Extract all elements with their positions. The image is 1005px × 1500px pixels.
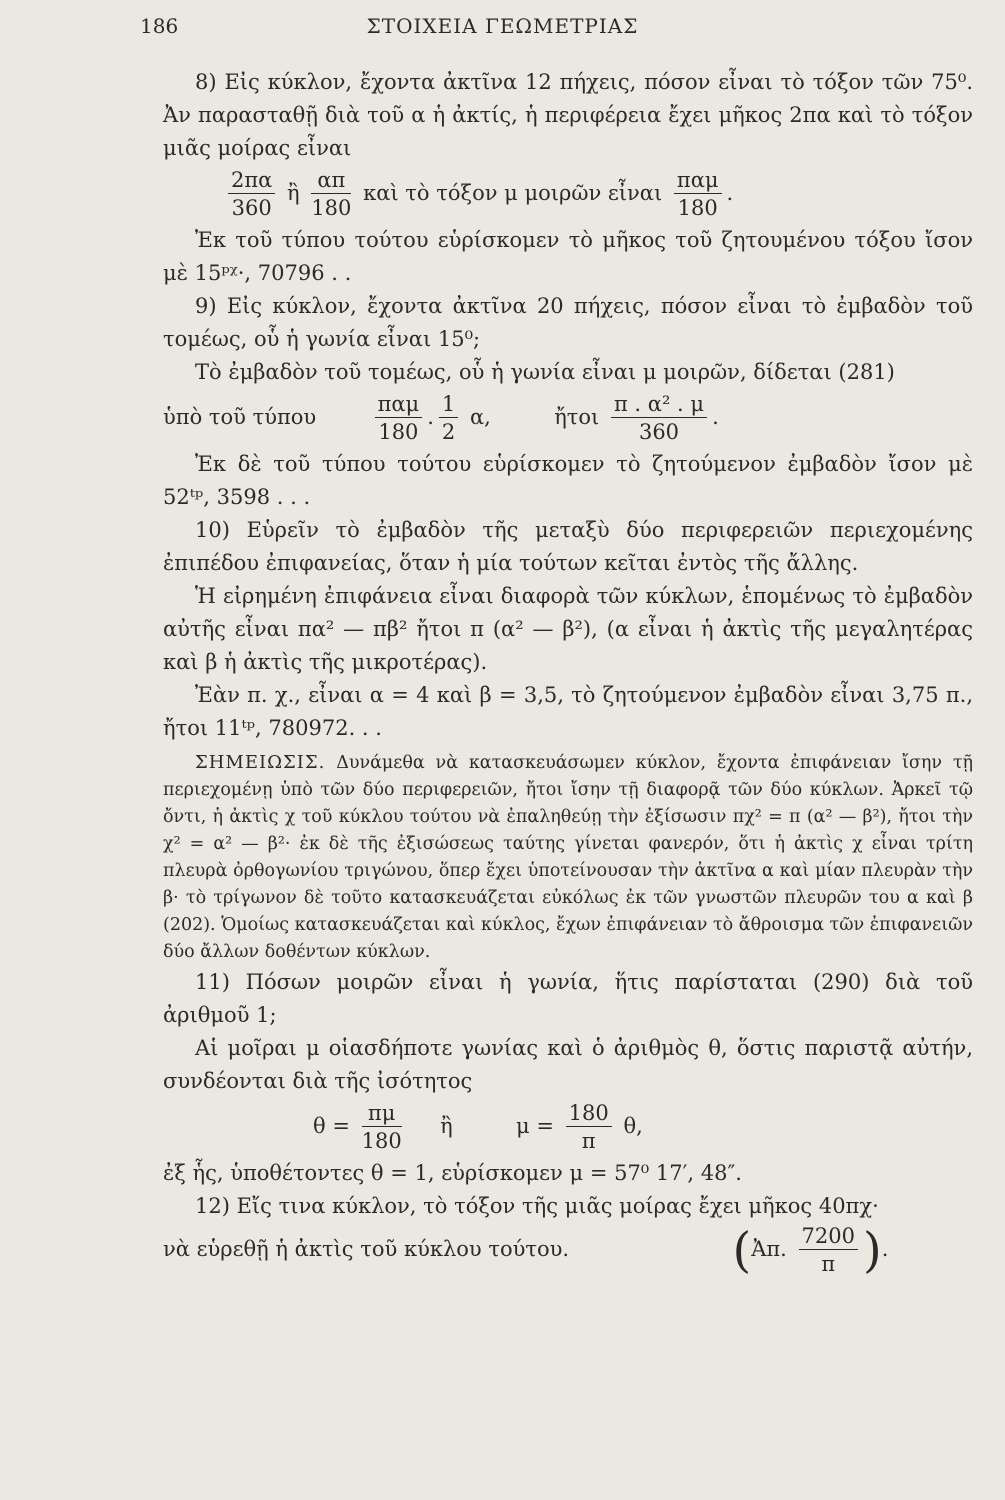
problem-11: 11) Πόσων μοιρῶν εἶναι ἡ γωνία, ἥτις παρίσταται (290) διὰ τοῦ ἀριθμοῦ 1; xyxy=(163,970,973,1027)
fraction: $\frac{\text{παμ}}{180}$ xyxy=(375,391,423,446)
formula-11: θ = $\frac{\pi\mu}{180}$ ἢ μ = $\frac{180}{\pi}$ θ, xyxy=(313,1101,643,1153)
result-8: Ἐκ τοῦ τύπου τούτου εὑρίσκομεν τὸ μῆκος τοῦ ζητουμένου τόξου ἴσον μὲ 15ᵖᵡ·, 70796 . . xyxy=(163,228,973,285)
fraction: $\frac{\text{παμ}}{180}$ xyxy=(674,167,722,222)
problem-12: 12) Εἴς τινα κύκλον, τὸ τόξον τῆς μιᾶς μοίρας ἔχει μῆκος 40πχ· xyxy=(195,1194,879,1218)
page-number: 186 xyxy=(140,14,179,38)
problem-9: 9) Εἰς κύκλον, ἔχοντα ἀκτῖνα 20 πήχεις, πόσον εἶναι τὸ ἐμβαδὸν τοῦ τομέως, οὗ ἡ γωνία εἶναι 15⁰; xyxy=(163,294,973,351)
fraction: $\frac{\text{π . α² . μ}}{360}$ xyxy=(611,391,707,446)
result-9: Ἐκ δὲ τοῦ τύπου τούτου εὑρίσκομεν τὸ ζητούμενον ἐμβαδὸν ἴσον μὲ 52ᵗᵖ, 3598 . . . xyxy=(163,452,973,509)
problem-12-text: νὰ εὑρεθῇ ἡ ἀκτὶς τοῦ κύκλου τούτου. (Ἀπ. $\frac{7200}{\pi}$ ). xyxy=(163,1222,889,1279)
answer-label: Ἀπ. xyxy=(751,1237,787,1261)
formula-8: $\frac{2\pi\alpha}{360}$ ἢ $\frac{\alpha\pi}{180}$ καὶ τὸ τόξον μ μοιρῶν εἶναι $\frac{\text{παμ}}{180}$ . xyxy=(163,167,973,222)
problem-9-text: Τὸ ἐμβαδὸν τοῦ τομέως, οὗ ἡ γωνία εἶναι μ μοιρῶν, δίδεται (281) xyxy=(195,360,895,384)
problem-10: 10) Εὑρεῖν τὸ ἐμβαδὸν τῆς μεταξὺ δύο περιφερειῶν περιεχομένης ἐπιπέδου ἐπιφανείας, ὅταν ἡ μία τούτων κεῖται ἐντὸς τῆς ἄλλης. xyxy=(163,518,973,575)
result-11: ἐξ ἧς, ὑποθέτοντες θ = 1, εὑρίσκομεν μ = 57⁰ 17′, 48″. xyxy=(163,1161,742,1185)
fraction: $\frac{7200}{\pi}$ xyxy=(799,1223,858,1278)
note xyxy=(163,749,973,966)
fraction: $\frac{2\pi\alpha}{360}$ xyxy=(228,167,275,222)
problem-11-text: Αἱ μοῖραι μ οἱασδήποτε γωνίας καὶ ὁ ἀριθμὸς θ, ὅστις παριστᾷ αὐτήν, συνδέονται διὰ τῆς ἰσότητος xyxy=(163,1036,973,1093)
note-text: Δυνάμεθα νὰ κατασκευάσωμεν κύκλον, ἔχοντα ἐπιφάνειαν ἴσην τῇ περιεχομένῃ ὑπὸ τῶν δύο περιφερειῶν, ἤτοι ἴσην τῇ διαφορᾷ τῶν δύο κύκλων. Ἀρκεῖ τῷ ὄντι, ἡ ἀκτὶς χ τοῦ κύκλου τούτου νὰ ἐπαληθεύῃ τὴν ἐξίσωσιν πχ² = π (α² — β²), ἤτοι τὴν χ² = α² — β²· ἐκ δὲ τῆς ἐξισώσεως ταύτης γίνεται φανερόν, ὅτι ἡ ἀκτὶς χ εἶναι τρίτη πλευρὰ ὀρθογωνίου τριγώνου, ὅπερ ἔχει ὑποτείνουσαν τὴν ἀκτῖνα α καὶ μίαν πλευρὰν τὴν β· τὸ τρίγωνον δὲ τοῦτο κατασκευάζεται εὐκόλως ἐκ τῶν γνωστῶν πλευρῶν του α καὶ β (202). Ὁμοίως κατασκευάζεται καὶ κύκλος, ἔχων ἐπιφάνειαν τὸ ἄθροισμα τῶν ἐπιφανειῶν δύο ἄλλων δοθέντων κύκλων. xyxy=(163,753,973,962)
running-title: ΣΤΟΙΧΕΙΑ ΓΕΩΜΕΤΡΙΑΣ xyxy=(366,14,639,38)
formula-9: ὑπὸ τοῦ τύπου $\frac{\text{παμ}}{180}$ . $\frac{1}{2}$ α, ἤτοι $\frac{\text{π . α² . μ}}{360}$ . xyxy=(163,392,719,444)
problem-10-text: Ἡ εἰρημένη ἐπιφάνεια εἶναι διαφορὰ τῶν κύκλων, ἑπομένως τὸ ἐμβαδὸν αὐτῆς εἶναι πα² — πβ² ἤτοι π (α² — β²), (α εἶναι ἡ ἀκτὶς τῆς μεγαλητέρας καὶ β ἡ ἀκτὶς τῆς μικροτέρας). xyxy=(163,584,973,674)
page-header xyxy=(0,14,1005,44)
fraction: $\frac{180}{\pi}$ xyxy=(566,1100,612,1155)
page-content xyxy=(163,66,973,1278)
fraction: $\frac{1}{2}$ xyxy=(439,391,458,446)
fraction: $\frac{\pi\mu}{180}$ xyxy=(361,1101,402,1153)
note-label: ΣΗΜΕΙΩΣΙΣ. xyxy=(195,752,326,773)
problem-10-example: Ἐὰν π. χ., εἶναι α = 4 καὶ β = 3,5, τὸ ζητούμενον ἐμβαδὸν εἶναι 3,75 π., ἤτοι 11ᵗᵖ, 780972. . . xyxy=(163,683,973,740)
problem-8: 8) Εἰς κύκλον, ἔχοντα ἀκτῖνα 12 πήχεις, πόσον εἶναι τὸ τόξον τῶν 75⁰. Ἀν παρασταθῇ διὰ τοῦ α ἡ ἀκτίς, ἡ περιφέρεια ἔχει μῆκος 2πα καὶ τὸ τόξον μιᾶς μοίρας εἶναι xyxy=(163,70,973,160)
fraction: $\frac{\alpha\pi}{180}$ xyxy=(311,168,352,220)
